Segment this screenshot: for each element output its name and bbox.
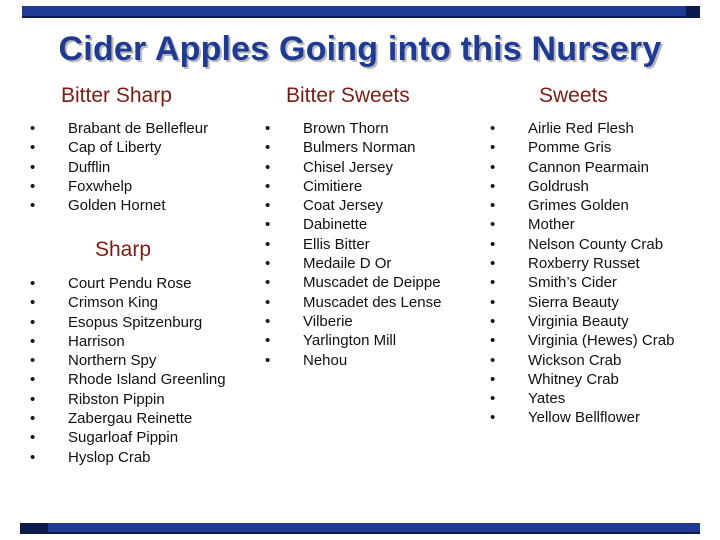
list-item (490, 138, 674, 157)
bullet-icon: • (30, 410, 36, 428)
list-item (30, 332, 226, 351)
list-item (265, 177, 441, 196)
bullet-icon: • (490, 139, 496, 157)
list-item-label: Sierra Beauty (528, 293, 619, 311)
bullet-icon: • (265, 139, 271, 157)
list-item (490, 235, 674, 254)
list-item-label: Virginia Beauty (528, 312, 629, 330)
list-item-label: Goldrush (528, 177, 589, 195)
bullet-icon: • (30, 313, 36, 331)
list-item (265, 235, 441, 254)
bullet-icon: • (30, 197, 36, 215)
bullet-icon: • (265, 312, 271, 330)
bullet-icon: • (30, 177, 36, 195)
list-item-label: Crimson King (68, 294, 159, 312)
list-item (490, 293, 674, 312)
list-item (490, 158, 674, 177)
list-item (490, 389, 674, 408)
list-item-label: Cap of Liberty (68, 139, 162, 157)
bullet-icon: • (265, 177, 271, 195)
list-item-label: Smith’s Cider (528, 274, 617, 292)
list-item-label: Muscadet des Lense (303, 293, 442, 311)
bullet-icon: • (265, 274, 271, 292)
list-item (265, 273, 441, 292)
list-item (30, 138, 208, 157)
bullet-icon: • (265, 120, 271, 137)
list-bitter-sweets (265, 119, 441, 370)
list-item (265, 119, 441, 138)
list-item-label: Roxberry Russet (528, 255, 640, 273)
list-item (30, 196, 208, 215)
bottom-decorative-bar (20, 523, 700, 534)
list-item (490, 408, 674, 427)
slide-title: Cider Apples Going into this Nursery (58, 30, 662, 68)
bullet-icon: • (490, 370, 496, 388)
list-item-label: Esopus Spitzenburg (68, 313, 203, 331)
list-item-label: Dufflin (68, 158, 111, 176)
list-item-label: Northern Spy (68, 352, 157, 370)
heading-sharp: Sharp (95, 238, 152, 261)
list-item (30, 274, 226, 293)
list-item-label: Nehou (303, 351, 348, 369)
bullet-icon: • (265, 158, 271, 176)
bullet-icon: • (490, 332, 496, 350)
list-item (30, 448, 226, 467)
bullet-icon: • (30, 448, 36, 466)
bullet-icon: • (490, 177, 496, 195)
list-item (490, 351, 674, 370)
list-item-label: Ribston Pippin (68, 390, 165, 408)
list-item-label: Ellis Bitter (303, 235, 370, 253)
list-sweets (490, 119, 674, 428)
heading-bitter-sharp: Bitter Sharp (61, 84, 172, 107)
list-item-label: Wickson Crab (528, 351, 622, 369)
bullet-icon: • (30, 390, 36, 408)
list-item (490, 312, 674, 331)
bullet-icon: • (490, 216, 496, 234)
list-item (490, 254, 674, 273)
bullet-icon: • (265, 235, 271, 253)
bullet-icon: • (30, 139, 36, 157)
bullet-icon: • (30, 429, 36, 447)
bullet-icon: • (30, 352, 36, 370)
list-item-label: Chisel Jersey (303, 158, 394, 176)
list-item-label: Foxwhelp (68, 177, 133, 195)
top-decorative-bar (22, 6, 700, 18)
list-item-label: Dabinette (303, 216, 368, 234)
list-item-label: Coat Jersey (303, 197, 384, 215)
list-item (265, 138, 441, 157)
list-item-label: Nelson County Crab (528, 235, 664, 253)
list-item (490, 215, 674, 234)
list-item-label: Virginia (Hewes) Crab (528, 332, 675, 350)
list-item (30, 370, 226, 389)
list-sharp (30, 274, 226, 467)
heading-bitter-sweets: Bitter Sweets (286, 84, 410, 107)
list-item (30, 119, 208, 138)
bullet-icon: • (30, 158, 36, 176)
bullet-icon: • (265, 255, 271, 273)
list-item-label: Mother (528, 216, 575, 234)
list-item (265, 215, 441, 234)
list-item-label: Yellow Bellflower (528, 409, 641, 427)
list-item-label: Brown Thorn (303, 120, 389, 137)
list-item (490, 273, 674, 292)
bullet-icon: • (30, 275, 36, 292)
list-item (490, 196, 674, 215)
bullet-icon: • (265, 293, 271, 311)
bullet-icon: • (490, 293, 496, 311)
list-item-label: Rhode Island Greenling (68, 371, 226, 389)
list-item-label: Cannon Pearmain (528, 158, 649, 176)
list-item (265, 196, 441, 215)
list-item (490, 119, 674, 138)
list-item (30, 177, 208, 196)
bullet-icon: • (490, 120, 496, 137)
list-item (490, 331, 674, 350)
list-item-label: Sugarloaf Pippin (68, 429, 179, 447)
list-item (265, 293, 441, 312)
list-item-label: Yarlington Mill (303, 332, 397, 350)
list-item (30, 293, 226, 312)
list-item (30, 428, 226, 447)
bullet-icon: • (490, 390, 496, 408)
list-item (30, 158, 208, 177)
list-item-label: Court Pendu Rose (68, 275, 192, 292)
list-item-label: Zabergau Reinette (68, 410, 193, 428)
bullet-icon: • (30, 120, 36, 137)
list-item (30, 390, 226, 409)
heading-sweets: Sweets (539, 84, 608, 107)
list-item-label: Harrison (68, 332, 125, 350)
bullet-icon: • (265, 332, 271, 350)
list-item (490, 370, 674, 389)
list-item-label: Pomme Gris (528, 139, 612, 157)
bullet-icon: • (490, 274, 496, 292)
list-item (30, 351, 226, 370)
bullet-icon: • (265, 351, 271, 369)
list-item (265, 331, 441, 350)
list-item (265, 254, 441, 273)
bullet-icon: • (490, 255, 496, 273)
list-item (30, 313, 226, 332)
list-item-label: Bulmers Norman (303, 139, 416, 157)
bullet-icon: • (265, 197, 271, 215)
list-bitter-sharp (30, 119, 208, 215)
list-item (490, 177, 674, 196)
bullet-icon: • (490, 197, 496, 215)
list-item-label: Cimitiere (303, 177, 363, 195)
list-item (265, 312, 441, 331)
list-item-label: Grimes Golden (528, 197, 629, 215)
bullet-icon: • (490, 312, 496, 330)
list-item-label: Yates (528, 390, 566, 408)
list-item (265, 351, 441, 370)
list-item-label: Vilberie (303, 312, 353, 330)
bullet-icon: • (490, 409, 496, 427)
bullet-icon: • (30, 294, 36, 312)
bullet-icon: • (30, 332, 36, 350)
list-item-label: Airlie Red Flesh (528, 120, 634, 137)
top-bar-corner (686, 6, 700, 16)
list-item-label: Whitney Crab (528, 370, 619, 388)
bullet-icon: • (30, 371, 36, 389)
list-item (30, 409, 226, 428)
list-item-label: Medaile D Or (303, 255, 392, 273)
list-item-label: Muscadet de Deippe (303, 274, 441, 292)
bottom-bar-corner (20, 523, 48, 534)
bullet-icon: • (490, 158, 496, 176)
list-item (265, 158, 441, 177)
list-item-label: Hyslop Crab (68, 448, 151, 466)
bullet-icon: • (490, 235, 496, 253)
list-item-label: Golden Hornet (68, 197, 166, 215)
bullet-icon: • (265, 216, 271, 234)
bullet-icon: • (490, 351, 496, 369)
list-item-label: Brabant de Bellefleur (68, 120, 209, 137)
